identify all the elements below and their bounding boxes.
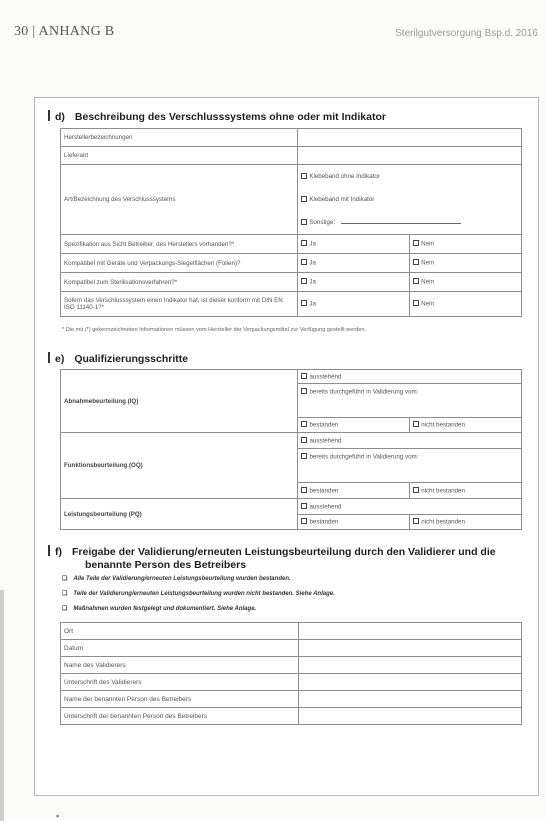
other-input-line[interactable] bbox=[341, 218, 461, 224]
release-check-partial-failed[interactable] bbox=[62, 590, 335, 597]
section-marker bbox=[48, 110, 50, 121]
checkbox-icon[interactable] bbox=[413, 487, 419, 493]
row-label-indikator: Sofern das Verschlusssystem einen Indikator hat, ist dieser konform mit DIN EN ISO 11140-1?* bbox=[61, 292, 298, 317]
pending-label: ausstehend bbox=[309, 437, 342, 445]
scan-edge bbox=[0, 590, 4, 821]
yes-label: Ja bbox=[309, 240, 316, 248]
checkbox-icon[interactable] bbox=[413, 259, 419, 265]
kompat2-no[interactable] bbox=[410, 273, 522, 292]
section-f-title-line1: Freigabe der Validierung/erneuten Leistungsbeurteilung durch den Validierer und die bbox=[72, 546, 496, 558]
row-label-lieferant: Lieferant bbox=[61, 147, 298, 165]
checkbox-icon[interactable] bbox=[413, 278, 419, 284]
page-corner-mark: ▪ bbox=[56, 811, 60, 821]
check-label: Teile der Validierung/erneuten Leistungsbeurteilung wurden nicht bestanden. Siehe Anlage. bbox=[73, 591, 335, 597]
option-no-indicator[interactable] bbox=[301, 165, 518, 188]
checkbox-icon[interactable] bbox=[301, 437, 307, 443]
checkbox-icon[interactable] bbox=[301, 487, 307, 493]
checkbox-icon[interactable] bbox=[301, 453, 307, 459]
done-label: bereits durchgeführt in Validierung vom: bbox=[309, 388, 419, 396]
checkbox-icon[interactable]: ❑ bbox=[62, 591, 68, 597]
page-header-left: 30 | ANHANG B bbox=[14, 24, 115, 39]
no-label: Nein bbox=[421, 259, 434, 267]
pq-label: Leistungsbeurteilung (PQ) bbox=[61, 499, 298, 530]
closure-type-options bbox=[298, 165, 522, 235]
option-other[interactable] bbox=[301, 211, 518, 234]
checkbox-icon[interactable] bbox=[301, 278, 307, 284]
datum-field[interactable] bbox=[298, 640, 521, 657]
pending-label: ausstehend bbox=[309, 503, 342, 511]
section-marker bbox=[48, 352, 50, 363]
section-f-letter: f) bbox=[55, 546, 62, 558]
lieferant-field[interactable] bbox=[298, 147, 522, 165]
section-e-title: Qualifizierungsschritte bbox=[74, 353, 189, 365]
oq-passed[interactable] bbox=[298, 483, 410, 499]
checkbox-icon[interactable] bbox=[301, 259, 307, 265]
closure-system-table bbox=[60, 128, 522, 317]
sign-label-person: Name der benannten Person des Betreibers bbox=[61, 691, 299, 708]
option-label: Klebeband ohne Indikator bbox=[309, 173, 380, 180]
yes-label: Ja bbox=[309, 278, 316, 286]
checkbox-icon[interactable] bbox=[301, 421, 307, 427]
passed-label: bestanden bbox=[309, 518, 339, 526]
sign-label-datum: Datum bbox=[61, 640, 299, 657]
release-check-measures[interactable] bbox=[62, 605, 256, 612]
spez-yes[interactable] bbox=[298, 235, 410, 254]
checkbox-icon[interactable] bbox=[413, 518, 419, 524]
oq-label: Funktionsbeurteilung (OQ) bbox=[61, 433, 298, 499]
row-label-kompat-siegel: Kompatibel mit Geräte und Verpackungs-Siegelflächen (Folien)? bbox=[61, 254, 298, 273]
option-label: Klebeband mit Indikator bbox=[309, 196, 375, 203]
signature-table bbox=[60, 622, 522, 725]
iq-done[interactable] bbox=[298, 384, 522, 418]
checkbox-icon[interactable]: ❑ bbox=[62, 576, 68, 582]
checkbox-icon[interactable] bbox=[301, 173, 307, 179]
iq-label: Abnahmebeurteilung (IQ) bbox=[61, 370, 298, 433]
page-header-right: Sterilgutversorgung Bsp.d. 2016 bbox=[395, 28, 538, 39]
kompat1-yes[interactable] bbox=[298, 254, 410, 273]
oq-pending[interactable] bbox=[298, 433, 522, 449]
sign-label-unterschrift-validierer: Unterschrift des Validierers bbox=[61, 674, 299, 691]
pq-failed[interactable] bbox=[410, 515, 522, 530]
row-label-bezeichnung: Art/Bezeichnung des Verschlusssystems bbox=[61, 165, 298, 235]
check-label: Alle Teile der Validierung/erneuten Leistungsbeurteilung wurden bestanden. bbox=[73, 576, 291, 582]
checkbox-icon[interactable] bbox=[301, 388, 307, 394]
section-e-letter: e) bbox=[55, 353, 65, 365]
section-d-letter: d) bbox=[55, 111, 65, 123]
iq-passed[interactable] bbox=[298, 418, 410, 433]
checkbox-icon[interactable] bbox=[301, 373, 307, 379]
yes-label: Ja bbox=[309, 259, 316, 267]
no-label: Nein bbox=[421, 278, 434, 286]
passed-label: bestanden bbox=[309, 421, 339, 429]
hersteller-field[interactable] bbox=[298, 129, 522, 147]
pq-pending[interactable] bbox=[298, 499, 522, 515]
section-d-heading bbox=[48, 110, 386, 123]
pq-passed[interactable] bbox=[298, 515, 410, 530]
checkbox-icon[interactable] bbox=[301, 240, 307, 246]
validierer-name-field[interactable] bbox=[298, 657, 521, 674]
done-label: bereits durchgeführt in Validierung vom: bbox=[309, 453, 419, 461]
checkbox-icon[interactable]: ❑ bbox=[62, 606, 68, 612]
option-with-indicator[interactable] bbox=[301, 188, 518, 211]
checkbox-icon[interactable] bbox=[413, 240, 419, 246]
checkbox-icon[interactable] bbox=[301, 518, 307, 524]
sign-label-validierer: Name des Validierers bbox=[61, 657, 299, 674]
no-label: Nein bbox=[421, 300, 434, 308]
section-marker bbox=[48, 545, 50, 556]
spez-no[interactable] bbox=[410, 235, 522, 254]
option-label: Sonstige: bbox=[309, 219, 336, 226]
sign-label-unterschrift-person: Unterschrift der benannten Person des Betreibers bbox=[61, 708, 299, 725]
passed-label: bestanden bbox=[309, 487, 339, 495]
no-label: Nein bbox=[421, 240, 434, 248]
checkbox-icon[interactable] bbox=[413, 300, 419, 306]
checkbox-icon[interactable] bbox=[301, 300, 307, 306]
section-f-title-line2: benannte Person des Betreibers bbox=[85, 559, 247, 571]
oq-done[interactable] bbox=[298, 449, 522, 483]
checkbox-icon[interactable] bbox=[301, 196, 307, 202]
person-name-field[interactable] bbox=[298, 691, 521, 708]
indikator-no[interactable] bbox=[410, 292, 522, 317]
checkbox-icon[interactable] bbox=[301, 503, 307, 509]
kompat1-no[interactable] bbox=[410, 254, 522, 273]
failed-label: nicht bestanden bbox=[421, 421, 465, 429]
row-label-hersteller: Herstellerbezeichnungen bbox=[61, 129, 298, 147]
indikator-yes[interactable] bbox=[298, 292, 410, 317]
qualification-table bbox=[60, 369, 522, 530]
footnote: * Die mit (*) gekennzeichneten Informationen müssen vom Hersteller der Verpackungsmittel zur Verfügung gestellt werden. bbox=[62, 327, 367, 333]
iq-failed[interactable] bbox=[410, 418, 522, 433]
row-label-kompat-steri: Kompatibel zum Sterilisationsverfahren?* bbox=[61, 273, 298, 292]
sign-label-ort: Ort bbox=[61, 623, 299, 640]
section-e-heading bbox=[48, 352, 188, 365]
failed-label: nicht bestanden bbox=[421, 487, 465, 495]
section-d-title: Beschreibung des Verschlusssystems ohne oder mit Indikator bbox=[74, 111, 386, 123]
release-check-all-passed[interactable] bbox=[62, 575, 291, 582]
checkbox-icon[interactable] bbox=[301, 219, 307, 225]
row-label-spezifikation: Spezifikation aus Sicht Betreiber, des Herstellers vorhanden?* bbox=[61, 235, 298, 254]
check-label: Maßnahmen wurden festgelegt und dokumentiert. Siehe Anlage. bbox=[73, 606, 257, 612]
pending-label: ausstehend bbox=[309, 373, 342, 381]
validierer-signature-field[interactable] bbox=[298, 674, 521, 691]
failed-label: nicht bestanden bbox=[421, 518, 465, 526]
kompat2-yes[interactable] bbox=[298, 273, 410, 292]
person-signature-field[interactable] bbox=[298, 708, 521, 725]
oq-failed[interactable] bbox=[410, 483, 522, 499]
iq-pending[interactable] bbox=[298, 370, 522, 384]
section-f-heading bbox=[48, 545, 496, 572]
checkbox-icon[interactable] bbox=[413, 421, 419, 427]
ort-field[interactable] bbox=[298, 623, 521, 640]
yes-label: Ja bbox=[309, 300, 316, 308]
